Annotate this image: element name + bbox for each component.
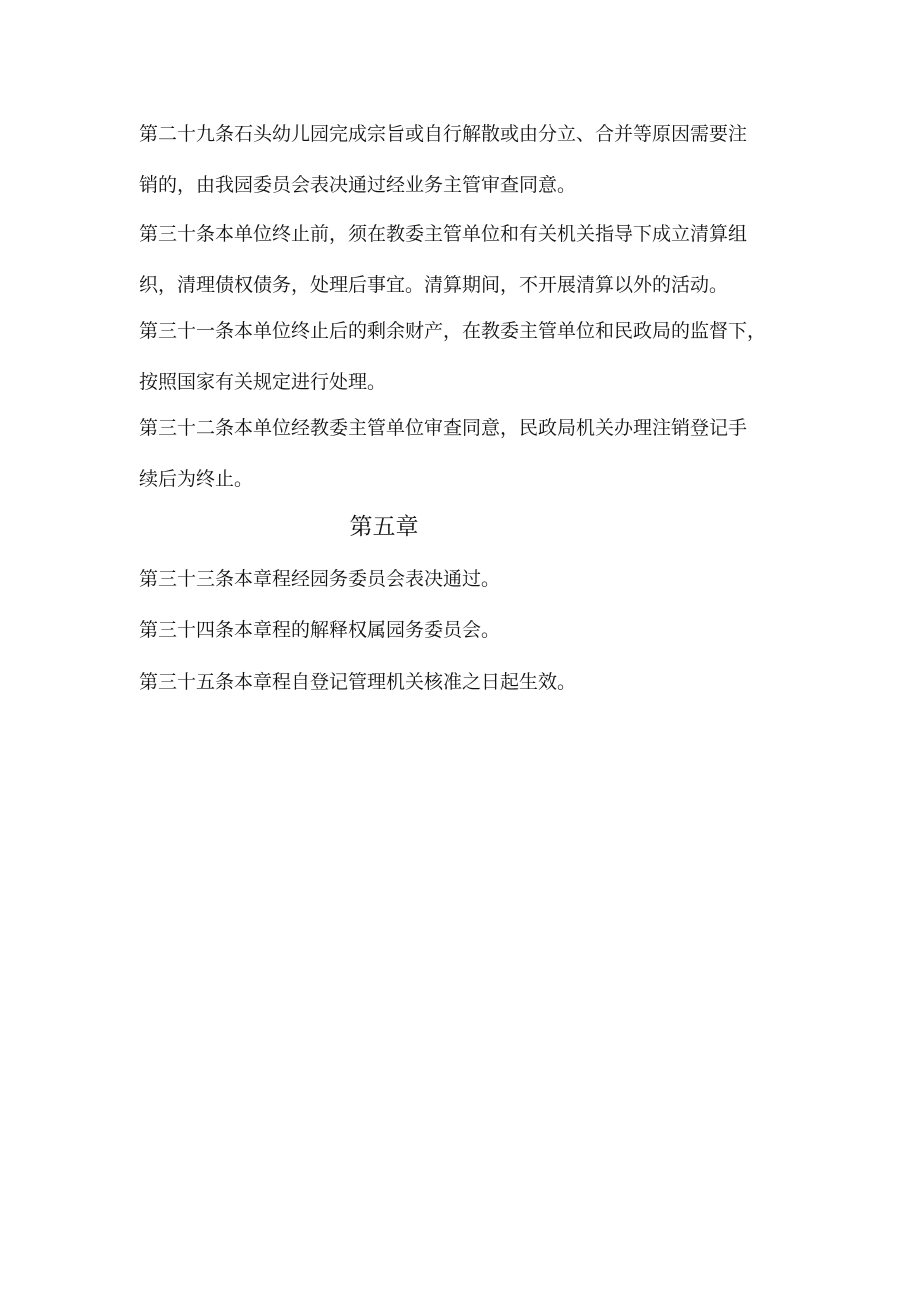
article-31-line-1: 第三十一条本单位终止后的剩余财产，在教委主管单位和民政局的监督下， (139, 320, 767, 342)
article-31 (139, 306, 799, 408)
chapter-heading: 第五章 (349, 514, 419, 540)
article-30-line-2: 织，清理债权债务，处理后事宜。清算期间，不开展清算以外的活动。 (139, 274, 729, 296)
article-34 (139, 605, 799, 656)
article-30 (139, 209, 799, 311)
article-32 (139, 403, 799, 505)
article-32-line-2: 续后为终止。 (139, 468, 254, 490)
article-35-line-1: 第三十五条本章程自登记管理机关核准之日起生效。 (139, 671, 577, 693)
article-35 (139, 657, 799, 708)
article-33 (139, 554, 799, 605)
article-34-line-1: 第三十四条本章程的解释权属园务委员会。 (139, 619, 501, 641)
article-29-line-1: 第二十九条石头幼儿园完成宗旨或自行解散或由分立、合并等原因需要注 (139, 123, 748, 145)
article-30-line-1: 第三十条本单位终止前，须在教委主管单位和有关机关指导下成立清算组 (139, 223, 748, 245)
article-33-line-1: 第三十三条本章程经园务委员会表决通过。 (139, 568, 501, 590)
article-31-line-2: 按照国家有关规定进行处理。 (139, 371, 387, 393)
article-29-line-2: 销的，由我园委员会表决通过经业务主管审查同意。 (139, 174, 577, 196)
article-29 (139, 109, 799, 211)
article-32-line-1: 第三十二条本单位经教委主管单位审查同意，民政局机关办理注销登记手 (139, 417, 748, 439)
